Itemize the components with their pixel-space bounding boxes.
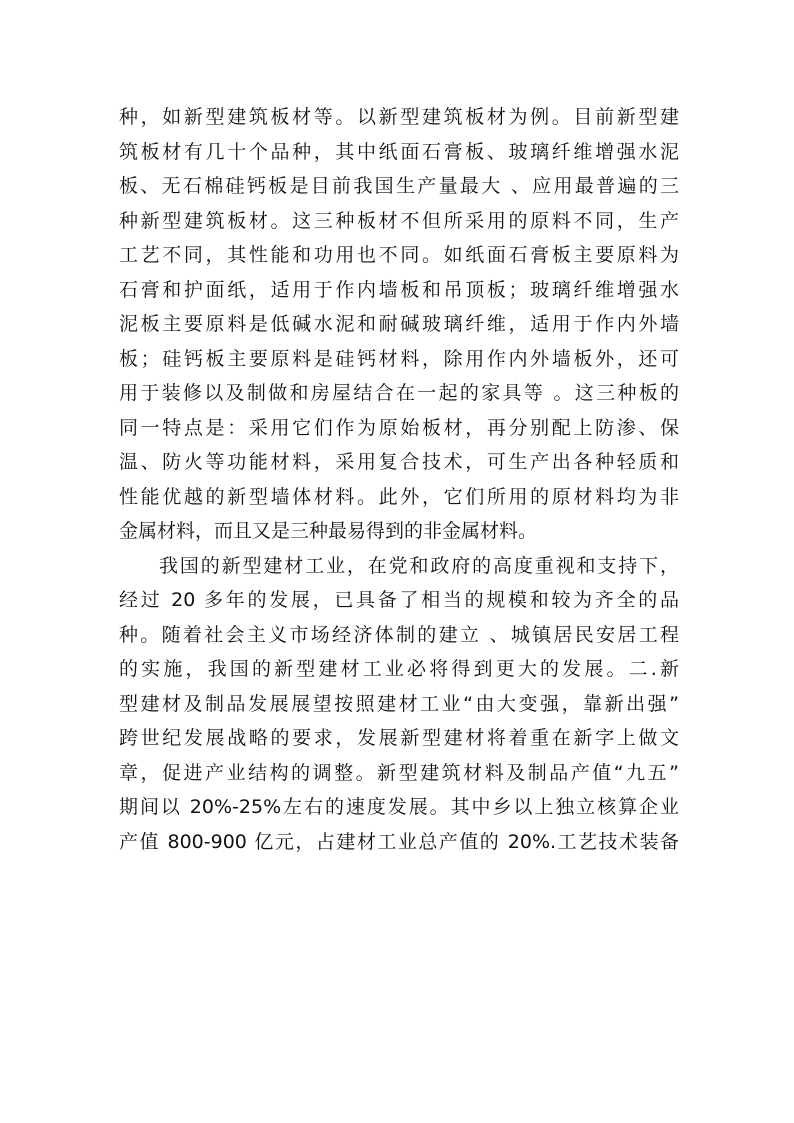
text-line: 板、无石棉硅钙板是目前我国生产量最大 、应用最普遍的三 — [119, 175, 679, 197]
text-line: 期间以 20%-25%左右的速度发展。其中乡以上独立核算企业 — [119, 796, 679, 818]
text-line: 用于装修以及制做和房屋结合在一起的家具等 。这三种板的 — [119, 382, 679, 404]
text-line: 跨世纪发展战略的要求，发展新型建材将着重在新字上做文 — [119, 727, 679, 749]
text-line: 筑板材有几十个品种，其中纸面石膏板、玻璃纤维增强水泥 — [119, 140, 679, 163]
paragraph-1 — [119, 100, 679, 549]
text-line: 温、防火等功能材料，采用复合技术，可生产出各种轻质和 — [119, 451, 679, 473]
text-line: 产值 800-900 亿元，占建材工业总产值的 20%.工艺技术装备 — [119, 830, 679, 853]
text-line: 泥板主要原料是低碱水泥和耐碱玻璃纤维，适用于作内外墙 — [119, 313, 679, 335]
text-line: 同一特点是：采用它们作为原始板材，再分别配上防渗、保 — [119, 416, 679, 439]
text-line: 种新型建筑板材。这三种板材不但所采用的原料不同，生产 — [119, 209, 679, 232]
text-line: 经过 20 多年的发展，已具备了相当的规模和较为齐全的品 — [119, 589, 679, 611]
text-line: 的实施，我国的新型建材工业必将得到更大的发展。二.新 — [119, 658, 679, 680]
text-line: 种，如新型建筑板材等。以新型建筑板材为例。目前新型建 — [119, 106, 679, 128]
text-line: 石膏和护面纸，适用于作内墙板和吊顶板；玻璃纤维增强水 — [119, 278, 679, 301]
text-line: 金属材料，而且又是三种最易得到的非金属材料。 — [119, 520, 538, 542]
text-line: 性能优越的新型墙体材料。此外，它们所用的原材料均为非 — [119, 485, 679, 508]
document-body — [119, 100, 679, 859]
text-line: 章，促进产业结构的调整。新型建筑材料及制品产值“九五” — [119, 761, 679, 784]
text-line: 工艺不同，其性能和功用也不同。如纸面石膏板主要原料为 — [119, 244, 679, 266]
paragraph-2 — [119, 549, 679, 860]
text-line: 板；硅钙板主要原料是硅钙材料，除用作内外墙板外，还可 — [119, 347, 679, 370]
text-line: 我国的新型建材工业，在党和政府的高度重视和支持下， — [159, 554, 679, 577]
text-line: 型建材及制品发展展望按照建材工业“由大变强，靠新出强” — [119, 692, 679, 715]
text-line: 种。随着社会主义市场经济体制的建立 、城镇居民安居工程 — [119, 623, 679, 646]
